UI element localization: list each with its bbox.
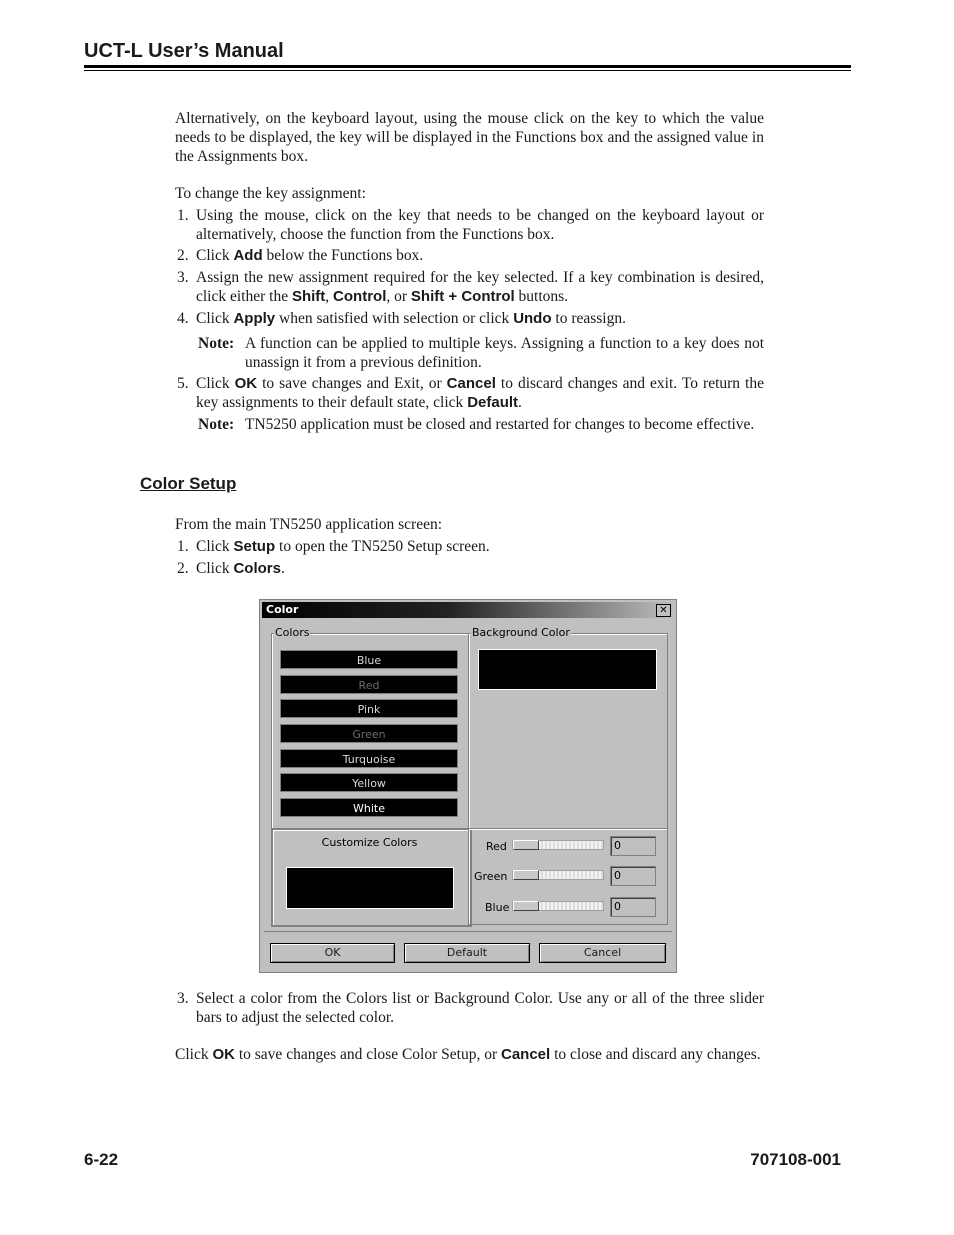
background-color-group: Background Color	[468, 633, 668, 829]
slider-label-blue: Blue	[485, 901, 510, 914]
color-button-yellow[interactable]: Yellow	[280, 773, 458, 792]
step-1: 1. Using the mouse, click on the key that needs to be changed on the keyboard layout or alternatively, choose the function from the Functions box.	[177, 207, 764, 243]
blue-slider-thumb[interactable]	[513, 901, 539, 911]
blue-slider-track[interactable]	[512, 901, 604, 911]
green-value-field[interactable]: 0	[610, 866, 656, 886]
intro-lead: To change the key assignment:	[175, 185, 366, 202]
section-title: Color Setup	[140, 474, 237, 493]
color-step-3: 3. Select a color from the Colors list or Background Color. Use any or all of the three slider bars to adjust the selected color.	[177, 990, 764, 1026]
background-color-swatch[interactable]	[478, 649, 657, 690]
color-button-red[interactable]: Red	[280, 675, 458, 694]
header-rule-thin	[84, 70, 851, 71]
note-1: Note: A function can be applied to multiple keys. Assigning a function to a key does not unassign it from a previous definition.	[198, 335, 764, 371]
color-button-white[interactable]: White	[280, 798, 458, 817]
green-slider-track[interactable]	[512, 870, 604, 880]
slider-label-red: Red	[486, 840, 507, 853]
step-5: 5. Click OK to save changes and Exit, or Cancel to discard changes and exit. To return the key assignments to their default state, click Default.	[177, 375, 764, 411]
cancel-button[interactable]: Cancel	[539, 943, 666, 963]
close-icon[interactable]: ✕	[656, 604, 671, 617]
page-number: 6-22	[84, 1150, 119, 1169]
step-3: 3. Assign the new assignment required for the key selected. If a key combination is desired, click either the Shift, Control, or Shift + Control buttons.	[177, 269, 764, 305]
colors-group: Colors	[271, 633, 470, 829]
dialog-separator	[264, 931, 672, 932]
red-slider-thumb[interactable]	[513, 840, 539, 850]
color-step-2: 2. Click Colors.	[177, 560, 285, 577]
color-button-green[interactable]: Green	[280, 724, 458, 743]
color-step-1: 1. Click Setup to open the TN5250 Setup screen.	[177, 538, 490, 555]
blue-value-field[interactable]: 0	[610, 897, 656, 917]
color-button-blue[interactable]: Blue	[280, 650, 458, 669]
red-value-field[interactable]: 0	[610, 836, 656, 856]
color-button-pink[interactable]: Pink	[280, 699, 458, 718]
ok-button[interactable]: OK	[270, 943, 395, 963]
green-slider-thumb[interactable]	[513, 870, 539, 880]
intro-paragraph: Alternatively, on the keyboard layout, using the mouse click on the key to which the value needs to be displayed, the key will be displayed in the Functions box and the assigned value in the Assignments box.	[175, 110, 764, 165]
customize-colors-label: Customize Colors	[321, 836, 418, 849]
customize-color-swatch	[286, 867, 454, 909]
red-slider-track[interactable]	[512, 840, 604, 850]
color-button-turquoise[interactable]: Turquoise	[280, 749, 458, 768]
step-4: 4. Click Apply when satisfied with selection or click Undo to reassign.	[177, 310, 626, 327]
note-2: Note: TN5250 application must be closed and restarted for changes to become effective.	[198, 416, 755, 433]
closing-paragraph: Click OK to save changes and close Color Setup, or Cancel to close and discard any changes.	[175, 1046, 761, 1063]
document-number: 707108-001	[750, 1150, 841, 1169]
dialog-title: Color	[266, 603, 299, 616]
header-rule	[84, 65, 851, 68]
step-2: 2. Click Add below the Functions box.	[177, 247, 424, 264]
default-button[interactable]: Default	[404, 943, 530, 963]
slider-label-green: Green	[474, 870, 508, 883]
color-dialog	[259, 599, 677, 973]
color-setup-intro: From the main TN5250 application screen:	[175, 516, 443, 533]
dialog-titlebar	[262, 602, 674, 618]
manual-title: UCT-L User’s Manual	[84, 40, 284, 62]
